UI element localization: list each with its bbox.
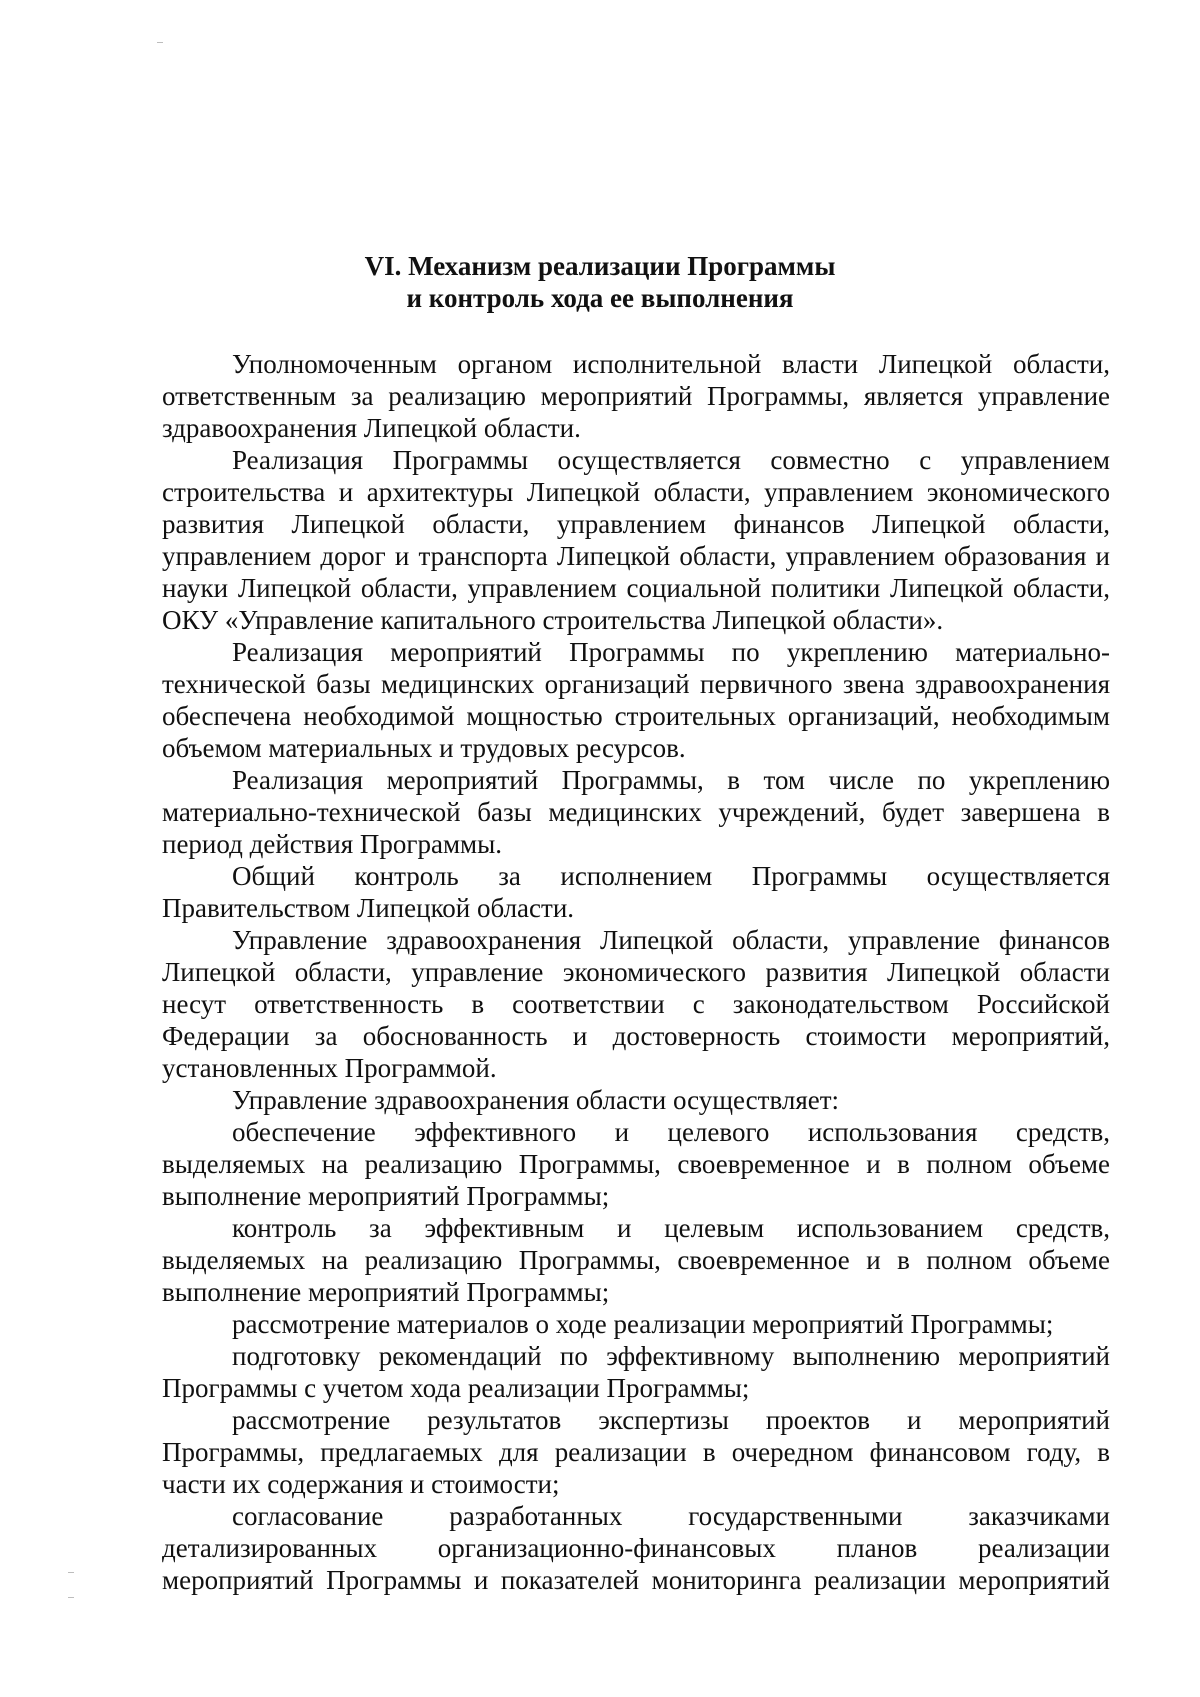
section-heading-line: VI. Механизм реализации Программы <box>364 251 836 281</box>
body-line: науки Липецкой области, управлением социальной политики Липецкой области, <box>162 573 1110 603</box>
body-line: несут ответственность в соответствии с законодательством Российской <box>162 989 1110 1019</box>
body-line: Реализация мероприятий Программы, в том числе по укреплению <box>232 765 1110 795</box>
body-line: выполнение мероприятий Программы; <box>162 1181 610 1211</box>
body-line: Управление здравоохранения области осуществляет: <box>232 1085 840 1115</box>
body-line: Реализация мероприятий Программы по укреплению материально- <box>232 637 1110 667</box>
body-line: контроль за эффективным и целевым использованием средств, <box>232 1213 1110 1243</box>
body-line: строительства и архитектуры Липецкой области, управлением экономического <box>162 477 1110 507</box>
body-line: ответственным за реализацию мероприятий Программы, является управление <box>162 381 1110 411</box>
body-line: Управление здравоохранения Липецкой области, управление финансов <box>232 925 1110 955</box>
body-line: объемом материальных и трудовых ресурсов. <box>162 733 686 763</box>
scan-mark <box>157 42 163 43</box>
body-line: Программы, предлагаемых для реализации в очередном финансовом году, в <box>162 1437 1110 1467</box>
body-line: мероприятий Программы и показателей мониторинга реализации мероприятий <box>162 1565 1110 1595</box>
body-line: подготовку рекомендаций по эффективному выполнению мероприятий <box>232 1341 1110 1371</box>
scan-mark <box>68 1597 74 1598</box>
body-line: развития Липецкой области, управлением финансов Липецкой области, <box>162 509 1110 539</box>
body-line: части их содержания и стоимости; <box>162 1469 560 1499</box>
body-line: обеспечена необходимой мощностью строительных организаций, необходимым <box>162 701 1110 731</box>
body-line: согласование разработанных государственными заказчиками <box>232 1501 1110 1531</box>
body-line: обеспечение эффективного и целевого использования средств, <box>232 1117 1110 1147</box>
body-line: детализированных организационно-финансовых планов реализации <box>162 1533 1110 1563</box>
body-line: Федерации за обоснованность и достоверность стоимости мероприятий, <box>162 1021 1110 1051</box>
body-line: материально-технической базы медицинских учреждений, будет завершена в <box>162 797 1110 827</box>
body-line: Правительством Липецкой области. <box>162 893 575 923</box>
body-line: Реализация Программы осуществляется совместно с управлением <box>232 445 1110 475</box>
body-line: выделяемых на реализацию Программы, своевременное и в полном объеме <box>162 1149 1110 1179</box>
scan-mark <box>68 1572 74 1573</box>
body-line: здравоохранения Липецкой области. <box>162 413 581 443</box>
body-line: рассмотрение результатов экспертизы проектов и мероприятий <box>232 1405 1110 1435</box>
body-line: период действия Программы. <box>162 829 503 859</box>
body-line: ОКУ «Управление капитального строительства Липецкой области». <box>162 605 944 635</box>
body-line: Липецкой области, управление экономического развития Липецкой области <box>162 957 1110 987</box>
body-line: управлением дорог и транспорта Липецкой области, управлением образования и <box>162 541 1110 571</box>
body-line: Общий контроль за исполнением Программы осуществляется <box>232 861 1110 891</box>
body-line: выделяемых на реализацию Программы, своевременное и в полном объеме <box>162 1245 1110 1275</box>
body-line: рассмотрение материалов о ходе реализации мероприятий Программы; <box>232 1309 1054 1339</box>
section-heading-line: и контроль хода ее выполнения <box>406 283 794 313</box>
body-line: выполнение мероприятий Программы; <box>162 1277 610 1307</box>
body-line: Уполномоченным органом исполнительной власти Липецкой области, <box>232 349 1110 379</box>
body-line: технической базы медицинских организаций первичного звена здравоохранения <box>162 669 1110 699</box>
body-line: Программы с учетом хода реализации Программы; <box>162 1373 750 1403</box>
body-line: установленных Программой. <box>162 1053 497 1083</box>
